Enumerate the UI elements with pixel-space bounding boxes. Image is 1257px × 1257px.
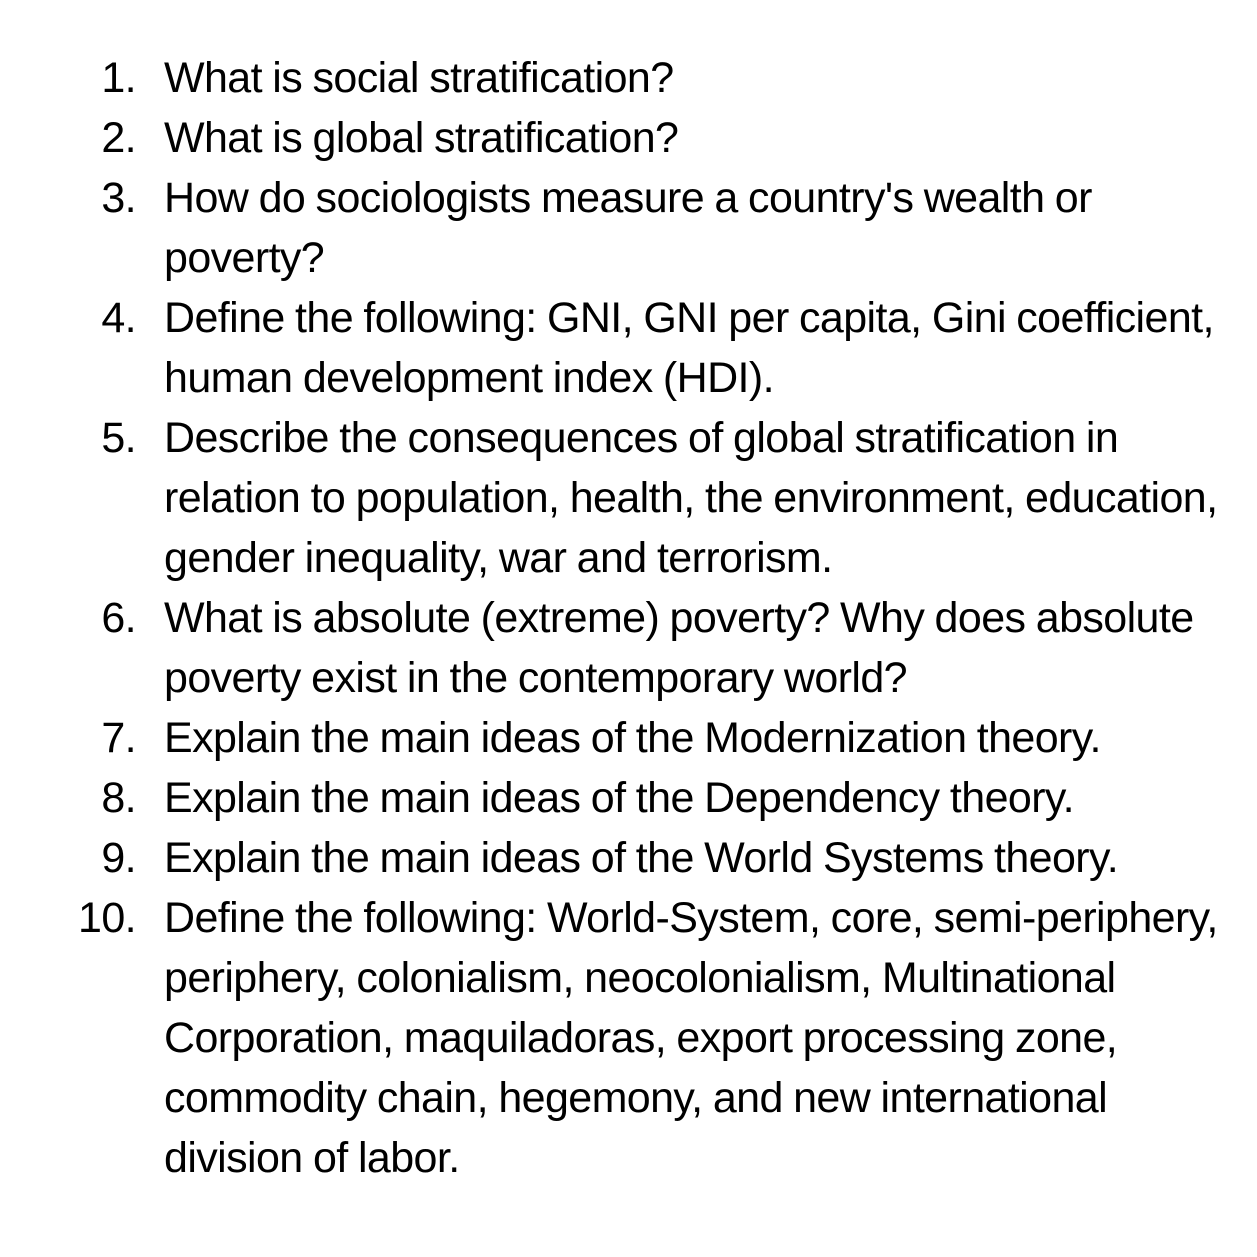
question-text: Define the following: World-System, core, semi-periphery, periphery, colonialism, neocolonialism, Multinational Corporation, maquiladoras, export processing zone, commodity chain, hegemony, and new international division of labor. xyxy=(164,894,1218,1182)
question-text: Define the following: GNI, GNI per capita, Gini coefficient, human development index (HDI). xyxy=(164,294,1214,402)
question-number: 2. xyxy=(101,114,136,162)
question-text: Explain the main ideas of the World Systems theory. xyxy=(164,834,1119,882)
question-item-5 xyxy=(0,408,1257,588)
question-text: What is global stratification? xyxy=(164,114,679,162)
question-number: 10. xyxy=(78,894,136,942)
question-text: What is absolute (extreme) poverty? Why does absolute poverty exist in the contemporary world? xyxy=(164,594,1194,702)
question-number: 8. xyxy=(101,774,136,822)
question-item-1 xyxy=(0,48,1257,108)
question-list xyxy=(0,48,1257,1188)
question-item-2 xyxy=(0,108,1257,168)
question-item-8 xyxy=(0,768,1257,828)
question-text: Explain the main ideas of the Dependency theory. xyxy=(164,774,1074,822)
question-number: 5. xyxy=(101,414,136,462)
question-item-7 xyxy=(0,708,1257,768)
question-text: Explain the main ideas of the Modernization theory. xyxy=(164,714,1101,762)
question-number: 1. xyxy=(101,54,136,102)
question-number: 9. xyxy=(101,834,136,882)
question-text: How do sociologists measure a country's wealth or poverty? xyxy=(164,174,1092,282)
question-number: 3. xyxy=(101,174,136,222)
question-number: 4. xyxy=(101,294,136,342)
question-number: 6. xyxy=(101,594,136,642)
question-item-6 xyxy=(0,588,1257,708)
question-item-9 xyxy=(0,828,1257,888)
question-text: What is social stratification? xyxy=(164,54,674,102)
question-item-10 xyxy=(0,888,1257,1188)
question-number: 7. xyxy=(101,714,136,762)
question-item-3 xyxy=(0,168,1257,288)
question-item-4 xyxy=(0,288,1257,408)
question-text: Describe the consequences of global stratification in relation to population, health, the environment, education, gender inequality, war and terrorism. xyxy=(164,414,1218,582)
